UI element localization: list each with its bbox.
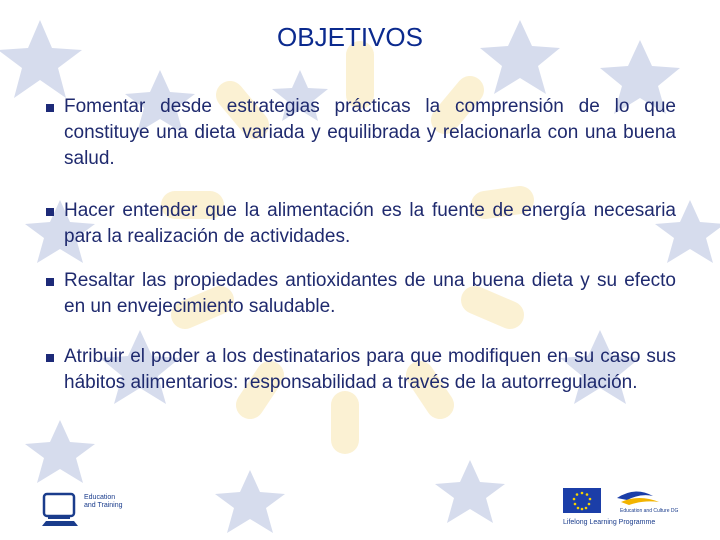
computer-icon bbox=[38, 488, 84, 534]
education-training-logo bbox=[38, 488, 128, 534]
list-item bbox=[40, 198, 676, 250]
square-bullet-icon bbox=[46, 278, 54, 286]
eu-lifelong-learning-logo bbox=[555, 484, 695, 532]
list-item bbox=[40, 268, 676, 320]
lifelong-learning-label: Lifelong Learning Programme bbox=[563, 519, 656, 526]
slide-title: OBJETIVOS bbox=[277, 22, 423, 52]
square-bullet-icon bbox=[46, 354, 54, 362]
bullet-text: Resaltar las propiedades antioxidantes de una buena dieta y su efecto en un envejecimiento saludable. bbox=[64, 270, 676, 317]
bullet-text: Fomentar desde estrategias prácticas la comprensión de lo que constituye una dieta variada y equilibrada y relacionarla con una buena salud. bbox=[64, 96, 676, 169]
eu-small-label: Education and Culture DG bbox=[620, 508, 679, 514]
square-bullet-icon bbox=[46, 104, 54, 112]
bullet-text: Atribuir el poder a los destinatarios para que modifiquen en su caso sus hábitos alimentarios: responsabilidad a través de la autorregulación. bbox=[64, 346, 676, 393]
bullet-text: Hacer entender que la alimentación es la fuente de energía necesaria para la realización de actividades. bbox=[64, 200, 676, 247]
list-item bbox=[40, 344, 676, 396]
square-bullet-icon bbox=[46, 208, 54, 216]
education-training-label: Education and Training bbox=[84, 494, 123, 509]
list-item bbox=[40, 94, 676, 172]
